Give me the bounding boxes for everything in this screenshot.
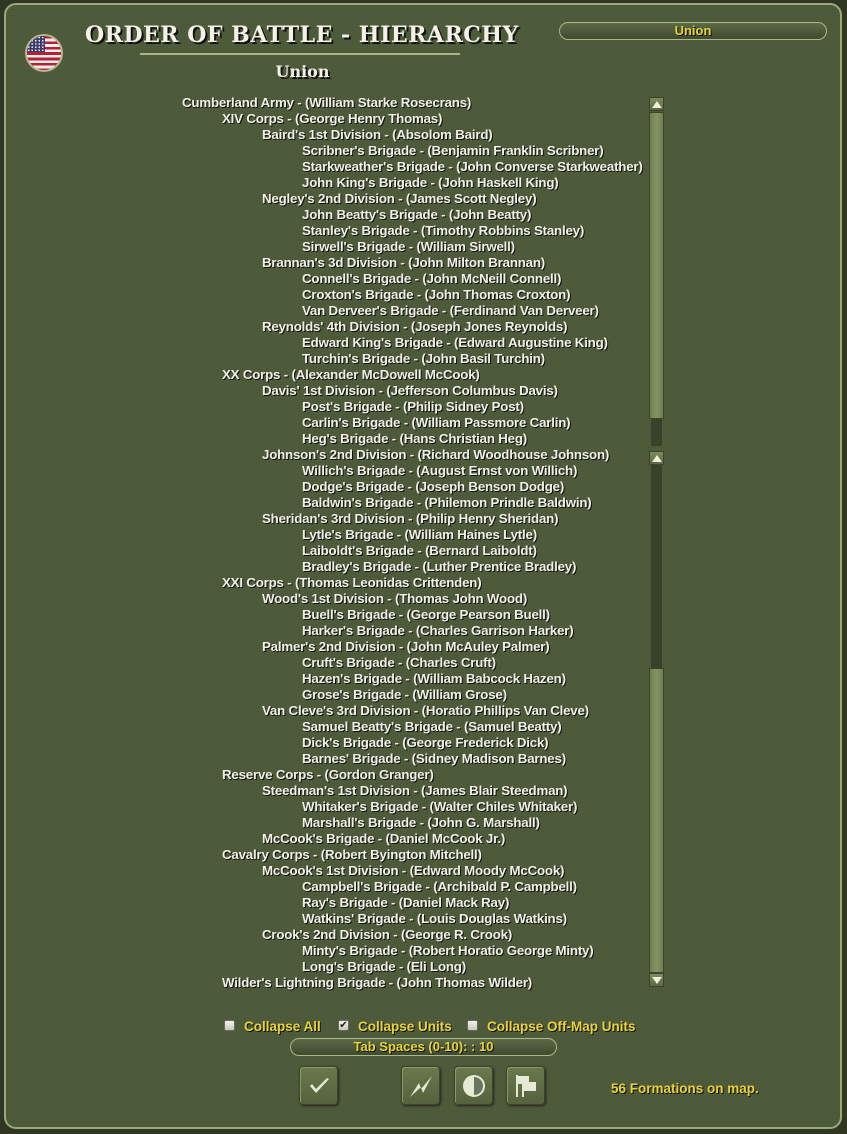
hierarchy-row[interactable]: Lytle's Brigade - (William Haines Lytle) — [302, 527, 537, 542]
contrast-button[interactable] — [454, 1066, 493, 1105]
scroll-down-button[interactable] — [649, 973, 664, 987]
hierarchy-row[interactable]: Baird's 1st Division - (Absolom Baird) — [262, 127, 493, 142]
hierarchy-row[interactable]: XX Corps - (Alexander McDowell McCook) — [222, 367, 480, 382]
lightning-icon — [406, 1071, 436, 1101]
hierarchy-row[interactable]: Sirwell's Brigade - (William Sirwell) — [302, 239, 515, 254]
hierarchy-row[interactable]: John Beatty's Brigade - (John Beatty) — [302, 207, 532, 222]
hierarchy-row[interactable]: Connell's Brigade - (John McNeill Connell) — [302, 271, 562, 286]
hierarchy-row[interactable]: Baldwin's Brigade - (Philemon Prindle Baldwin) — [302, 495, 592, 510]
checkmark-icon — [304, 1071, 334, 1101]
hierarchy-row[interactable]: Stanley's Brigade - (Timothy Robbins Stanley) — [302, 223, 585, 238]
hierarchy-row[interactable]: Van Cleve's 3rd Division - (Horatio Phillips Van Cleve) — [262, 703, 589, 718]
hierarchy-row[interactable]: Edward King's Brigade - (Edward Augustine King) — [302, 335, 608, 350]
hierarchy-row[interactable]: Dick's Brigade - (George Frederick Dick) — [302, 735, 549, 750]
hierarchy-row[interactable]: Turchin's Brigade - (John Basil Turchin) — [302, 351, 545, 366]
hierarchy-row[interactable]: Crook's 2nd Division - (George R. Crook) — [262, 927, 513, 942]
hierarchy-row[interactable]: Brannan's 3d Division - (John Milton Brannan) — [262, 255, 546, 270]
hierarchy-row[interactable]: Wood's 1st Division - (Thomas John Wood) — [262, 591, 528, 606]
hierarchy-row[interactable]: Cruft's Brigade - (Charles Cruft) — [302, 655, 496, 670]
lightning-button[interactable] — [401, 1066, 440, 1105]
hierarchy-row[interactable]: Starkweather's Brigade - (John Converse Starkweather) — [302, 159, 643, 174]
hierarchy-row[interactable]: Barnes' Brigade - (Sidney Madison Barnes) — [302, 751, 566, 766]
flags-button[interactable] — [506, 1066, 545, 1105]
hierarchy-row[interactable]: Willich's Brigade - (August Ernst von Willich) — [302, 463, 578, 478]
title-divider — [140, 53, 460, 55]
collapse-all-label[interactable]: Collapse All — [244, 1019, 321, 1034]
hierarchy-row[interactable]: Van Derveer's Brigade - (Ferdinand Van Derveer) — [302, 303, 599, 318]
formations-status: 56 Formations on map. — [611, 1081, 759, 1096]
arrow-up-icon — [652, 101, 662, 108]
scrollbar-track[interactable] — [651, 419, 662, 446]
hierarchy-row[interactable]: Long's Brigade - (Eli Long) — [302, 959, 466, 974]
hierarchy-row[interactable]: Carlin's Brigade - (William Passmore Carlin) — [302, 415, 571, 430]
hierarchy-row[interactable]: Harker's Brigade - (Charles Garrison Harker) — [302, 623, 574, 638]
hierarchy-row[interactable]: McCook's 1st Division - (Edward Moody McCook) — [262, 863, 565, 878]
hierarchy-row[interactable]: Ray's Brigade - (Daniel Mack Ray) — [302, 895, 510, 910]
hierarchy-row[interactable]: McCook's Brigade - (Daniel McCook Jr.) — [262, 831, 506, 846]
page-title: ORDER OF BATTLE - HIERARCHY — [85, 22, 519, 48]
hierarchy-row[interactable]: Whitaker's Brigade - (Walter Chiles Whitaker) — [302, 799, 578, 814]
side-subtitle: Union — [275, 62, 330, 81]
side-selector-button[interactable]: Union — [559, 22, 827, 40]
hierarchy-row[interactable]: Samuel Beatty's Brigade - (Samuel Beatty) — [302, 719, 562, 734]
hierarchy-row[interactable]: Croxton's Brigade - (John Thomas Croxton) — [302, 287, 571, 302]
hierarchy-row[interactable]: Steedman's 1st Division - (James Blair Steedman) — [262, 783, 568, 798]
hierarchy-row[interactable]: Hazen's Brigade - (William Babcock Hazen) — [302, 671, 566, 686]
arrow-down-icon — [652, 977, 662, 984]
collapse-all-checkbox[interactable] — [224, 1020, 235, 1031]
hierarchy-row[interactable]: Negley's 2nd Division - (James Scott Negley) — [262, 191, 537, 206]
hierarchy-row[interactable]: Scribner's Brigade - (Benjamin Franklin Scribner) — [302, 143, 604, 158]
collapse-units-checkbox[interactable]: ✔ — [339, 1020, 348, 1031]
ok-button[interactable] — [299, 1066, 338, 1105]
hierarchy-row[interactable]: XIV Corps - (George Henry Thomas) — [222, 111, 443, 126]
collapse-offmap-label[interactable]: Collapse Off-Map Units — [487, 1019, 636, 1034]
tab-spaces-field[interactable]: Tab Spaces (0-10): : 10 — [290, 1038, 557, 1056]
hierarchy-row[interactable]: Heg's Brigade - (Hans Christian Heg) — [302, 431, 528, 446]
flags-icon — [511, 1071, 541, 1101]
hierarchy-row[interactable]: Minty's Brigade - (Robert Horatio George Minty) — [302, 943, 594, 958]
arrow-up-icon — [652, 455, 662, 462]
hierarchy-row[interactable]: Campbell's Brigade - (Archibald P. Campbell) — [302, 879, 577, 894]
collapse-offmap-checkbox[interactable] — [467, 1020, 478, 1031]
hierarchy-row[interactable]: Dodge's Brigade - (Joseph Benson Dodge) — [302, 479, 565, 494]
hierarchy-row[interactable]: Buell's Brigade - (George Pearson Buell) — [302, 607, 550, 622]
hierarchy-row[interactable]: Cavalry Corps - (Robert Byington Mitchell) — [222, 847, 482, 862]
scrollbar-thumb[interactable] — [649, 112, 664, 419]
scrollbar-track-secondary[interactable] — [651, 465, 662, 669]
hierarchy-row[interactable]: Sheridan's 3rd Division - (Philip Henry Sheridan) — [262, 511, 559, 526]
hierarchy-row[interactable]: Cumberland Army - (William Starke Rosecrans) — [182, 95, 472, 110]
hierarchy-row[interactable]: Johnson's 2nd Division - (Richard Woodhouse Johnson) — [262, 447, 610, 462]
hierarchy-row[interactable]: Davis' 1st Division - (Jefferson Columbus Davis) — [262, 383, 558, 398]
scrollbar-thumb-secondary[interactable] — [649, 668, 664, 973]
hierarchy-row[interactable]: Wilder's Lightning Brigade - (John Thomas Wilder) — [222, 975, 533, 990]
hierarchy-row[interactable]: XXI Corps - (Thomas Leonidas Crittenden) — [222, 575, 482, 590]
scroll-up-button-secondary[interactable] — [649, 451, 664, 465]
scroll-up-button[interactable] — [649, 97, 664, 111]
hierarchy-row[interactable]: John King's Brigade - (John Haskell King) — [302, 175, 559, 190]
hierarchy-row[interactable]: Laiboldt's Brigade - (Bernard Laiboldt) — [302, 543, 537, 558]
hierarchy-row[interactable]: Reynolds' 4th Division - (Joseph Jones Reynolds) — [262, 319, 568, 334]
hierarchy-row[interactable]: Palmer's 2nd Division - (John McAuley Palmer) — [262, 639, 550, 654]
hierarchy-row[interactable]: Post's Brigade - (Philip Sidney Post) — [302, 399, 524, 414]
hierarchy-row[interactable]: Bradley's Brigade - (Luther Prentice Bradley) — [302, 559, 577, 574]
collapse-units-label[interactable]: Collapse Units — [358, 1019, 452, 1034]
half-circle-icon — [459, 1071, 489, 1101]
hierarchy-row[interactable]: Grose's Brigade - (William Grose) — [302, 687, 507, 702]
hierarchy-row[interactable]: Watkins' Brigade - (Louis Douglas Watkins) — [302, 911, 567, 926]
hierarchy-row[interactable]: Reserve Corps - (Gordon Granger) — [222, 767, 434, 782]
hierarchy-row[interactable]: Marshall's Brigade - (John G. Marshall) — [302, 815, 540, 830]
